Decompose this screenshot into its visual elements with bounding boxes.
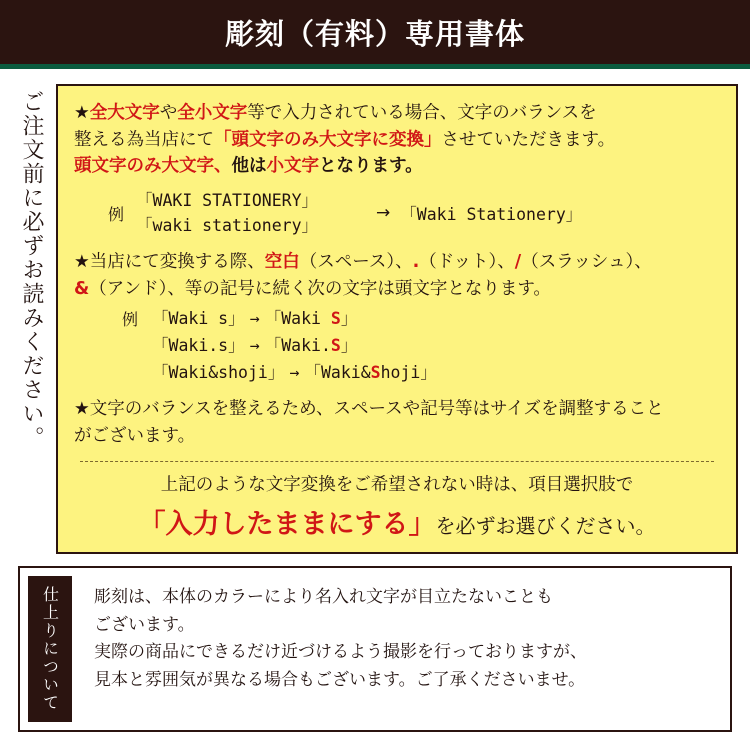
- rule1-line2-emph: 「頭文字のみ大文字に変換」: [214, 129, 442, 150]
- finish-notice-line: 実際の商品にできるだけ近づけるよう撮影を行っておりますが、: [94, 642, 587, 663]
- rule1-line3-emph-b: 小文字: [266, 156, 319, 177]
- rule1-line2-a: 整える為当店にて: [74, 129, 214, 150]
- page-title: 彫刻（有料）専用書体: [224, 16, 525, 51]
- example-2-row2-before: 「Waki&shoji」: [152, 362, 285, 382]
- example-2-label: 例: [122, 310, 139, 330]
- example-2-rows: [152, 306, 437, 386]
- notice-panel: [56, 84, 738, 554]
- finish-notice-tab: [28, 576, 72, 722]
- closing-line2: [74, 505, 720, 544]
- rule1-line2: [74, 127, 720, 154]
- example-1-before-line2: 「waki stationery」: [136, 216, 319, 236]
- rule2-line1-a: ★当店にて変換する際、: [74, 251, 265, 272]
- example-1-before-line1: 「WAKI STATIONERY」: [136, 190, 319, 210]
- example-2-row2-after-red: S: [370, 362, 381, 382]
- example-2-row: [152, 360, 437, 387]
- rule2-line1-e: （ドット）、: [419, 251, 515, 272]
- rule3-line2: がございます。: [74, 425, 196, 446]
- vertical-side-label-text: ご注文前に必ずお読みください。: [18, 90, 44, 450]
- rule2-line1-g: （スラッシュ）、: [521, 251, 652, 272]
- page-header: [0, 0, 750, 64]
- rule1-emph-uppercase: 全大文字: [89, 103, 160, 123]
- example-2-row2-arrow: →: [289, 362, 300, 382]
- example-2-row1-after-red: S: [330, 335, 341, 355]
- rule2-line1: [74, 249, 720, 276]
- finish-notice-body: [72, 568, 730, 730]
- example-2-row1-after-plain: 「Waki.: [264, 335, 331, 355]
- rule2-line2-b: （アンド）、等の記号に続く次の文字は頭文字となります。: [89, 278, 551, 299]
- rule1-line2-c: させていただきます。: [441, 129, 616, 150]
- rule2-emph-space: 空白: [264, 251, 300, 272]
- example-2-row2-after-tail: hoji」: [380, 362, 437, 382]
- example-2-row0-after-tail: 」: [340, 309, 358, 329]
- vertical-side-label: [10, 84, 52, 554]
- example-1: [74, 188, 720, 239]
- rule1-line3-d: となります。: [319, 156, 423, 177]
- rule2-emph-dot: .: [412, 251, 420, 272]
- rule2-emph-slash: /: [514, 251, 522, 272]
- rule1-line3: [74, 153, 720, 180]
- rule2-emph-amp: &: [74, 278, 90, 299]
- finish-notice-panel: [18, 566, 732, 732]
- finish-notice-line: 見本と雰囲気が異なる場合もございます。ご了承くださいませ。: [94, 669, 586, 690]
- example-1-label: 例: [108, 204, 125, 224]
- rule1-line1: [74, 100, 720, 127]
- rule1-emph-lowercase: 全小文字: [177, 103, 248, 123]
- closing-line2-tail: を必ずお選びください。: [435, 513, 656, 538]
- example-2-row2-after-plain: 「Waki&: [304, 362, 371, 382]
- rule1-text-b: 等で入力されている場合、文字のバランスを: [247, 103, 597, 123]
- finish-notice-tab-text: 仕上りについて: [40, 586, 60, 712]
- example-1-after: 「Waki Stationery」: [400, 205, 583, 225]
- example-2-row1-after-tail: 」: [340, 335, 358, 355]
- rule1-line3-b: 他は: [231, 156, 267, 177]
- example-1-before: [136, 188, 318, 239]
- example-2: [74, 306, 720, 386]
- dashed-divider: [80, 461, 714, 462]
- rule1-text-a: や: [159, 103, 178, 123]
- rule1-line3-emph-a: 頭文字のみ大文字、: [74, 156, 232, 177]
- example-2-row0-after-red: S: [330, 309, 341, 329]
- finish-notice-line: ございます。: [94, 614, 195, 635]
- finish-notice-line: 彫刻は、本体のカラーにより名入れ文字が目立たないことも: [94, 587, 553, 607]
- example-1-arrow: →: [376, 203, 391, 224]
- rule2-line2: [74, 276, 720, 303]
- example-2-row: [152, 306, 437, 333]
- example-2-row0-before: 「Waki s」: [152, 309, 245, 329]
- example-2-row1-before: 「Waki.s」: [152, 335, 245, 355]
- header-green-rule: [0, 64, 750, 69]
- example-2-row1-arrow: →: [249, 335, 260, 355]
- example-2-row0-arrow: →: [249, 309, 260, 329]
- rule1-star: ★: [74, 103, 90, 123]
- closing-option-label: 「入力したままにする」: [138, 508, 436, 540]
- rule3-line1: ★文字のバランスを整えるため、スペースや記号等はサイズを調整すること: [74, 399, 664, 420]
- example-2-row: [152, 333, 437, 360]
- example-2-row0-after-plain: 「Waki: [264, 309, 331, 329]
- rule2-line1-c: （スペース）、: [299, 251, 413, 272]
- closing-line1: 上記のような文字変換をご希望されない時は、項目選択肢で: [160, 475, 634, 496]
